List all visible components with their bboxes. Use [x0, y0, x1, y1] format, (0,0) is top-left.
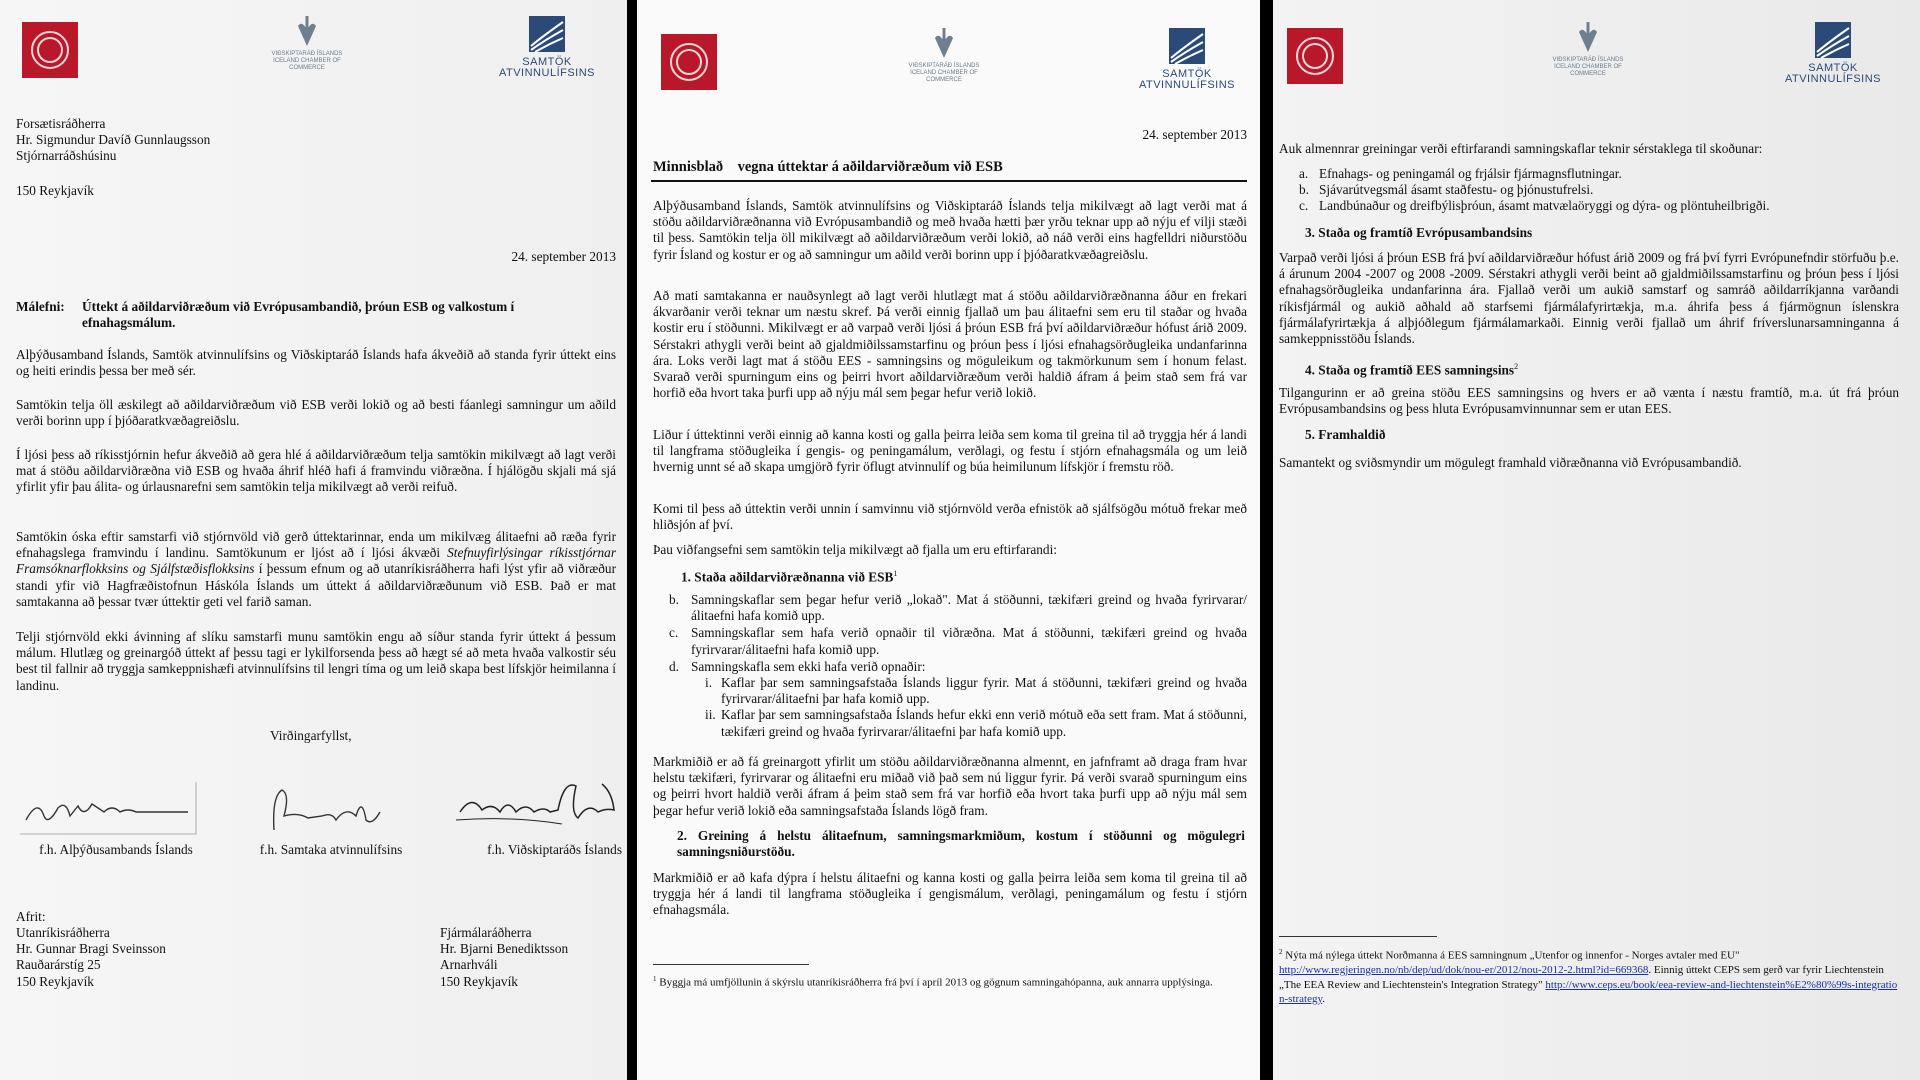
cc-line: 150 Reykjavík [440, 973, 518, 989]
vi-name: VIÐSKIPTARÁÐ ÍSLANDS [1552, 57, 1624, 63]
paragraph: Alþýðusamband Íslands, Samtök atvinnulífsins og Viðskiptaráð Íslands hafa ákveðið að standa fyrir úttekt eins og heiti erindis þessa ber með sér. [16, 347, 616, 379]
paragraph-italic: Stefnuyfirlýsingar ríkisstjórnar Framsóknarflokksins og Sjálfstæðisflokksins [16, 545, 616, 577]
paragraph [16, 529, 616, 610]
sa-name-2: ATVINNULÍFSINS [498, 67, 596, 79]
list-item [669, 592, 1247, 624]
cc-line: Arnarhváli [440, 957, 498, 973]
vi-leaf-icon [1575, 22, 1601, 52]
list-item [669, 707, 1247, 739]
sa-name-2: ATVINNULÍFSINS [1784, 73, 1882, 85]
footnote-link-ceps[interactable]: http://www.ceps.eu/book/eea-review-and-liechtenstein%E2%80%99s-integration-strategy [1279, 978, 1898, 1006]
vi-sub: ICELAND CHAMBER OF COMMERCE [1554, 64, 1622, 77]
vi-name: VIÐSKIPTARÁÐ ÍSLANDS [271, 51, 343, 57]
list-item [669, 659, 1247, 675]
list-marker: a. [1299, 166, 1309, 181]
footnote-ref: 1 [893, 569, 898, 578]
memo-page-2 [1273, 0, 1920, 1080]
letter-page [0, 0, 627, 1080]
list-text: Samningskaflar sem hafa verið opnaðir til viðræðna. Mat á stöðunni, tækifæri greind og hvaða fyrirvarar/álitaefni hafa komið upp. [691, 625, 1247, 657]
signature-3 [452, 772, 622, 842]
list-marker: b. [669, 592, 679, 607]
signatory-label: f.h. Alþýðusambands Íslands [39, 842, 193, 857]
footnote-text: . [1322, 993, 1326, 1006]
vi-leaf-icon [294, 16, 320, 46]
vi-logo [1543, 22, 1633, 78]
memo-title: Minnisblað vegna úttektar á aðildarviðræðum við ESB [653, 159, 1003, 175]
paragraph-text: í þessum efnum og að utanríkisráðherra hafi lýst yfir að viðræður standi yfir við Hagfræðistofnun Háskóla Íslands um úttekt á aðildarviðræðunum við ESB. Það er mat samtakanna að þessar tvær úttektir geti vel farið saman. [16, 561, 616, 609]
vi-name: VIÐSKIPTARÁÐ ÍSLANDS [908, 63, 980, 69]
asi-seal-logo [661, 34, 717, 90]
list-item [1299, 166, 1899, 182]
list-text: Efnahags- og peningamál og frjálsir fjármagnsflutningar. [1319, 166, 1622, 181]
list-item [1299, 198, 1899, 214]
list-marker: d. [669, 658, 679, 674]
memo-date: 24. september 2013 [1142, 127, 1247, 142]
heading-text: 4. Staða og framtíð EES samningsins [1305, 362, 1515, 378]
paragraph: Varpað verði ljósi á þróun ESB frá því aðildarviðræður hófust árið 2009 og frá því fyrri Evrópunefndir störfuðu þ.e. á árunum 2004 -2007 og 2008 -2009. Sérstakri athygli verði beint að gjaldmiðilssamstarfinu og þróun þess í ljósi efnahagsörðugleika undanfarinna ára. Fjallað verði um aukið samstarf og samráð aðildarríkjanna varðandi ríkisfjármál og aukið aðhald að starfsemi fjármálafyrirtækja, m.a. áhrifa þess á fjármögnun íslenskra fjármálafyrirtækja á alþjóðlegum fjármálamarkaði. Einnig verði fjallað um áhrif fríverslunarsamninganna á samkeppnisstöðu Íslands. [1279, 250, 1899, 347]
addressee [16, 116, 316, 165]
paragraph: Telji stjórnvöld ekki ávinning af slíku samstarfi munu samtökin engu að síður standa fyrir úttekt á þessum málum. Hlutlæg og greinargóð úttekt af þessu tagi er lykilforsenda þess að hægt sé að meta hvaða valkostir séu best til fallnir að tryggja samkeppnishæfi atvinnulífsins til lengri tíma og um leið skapa best lífskjör heimilanna í landinu. [16, 629, 616, 693]
cc-right [440, 925, 620, 990]
cc-line: Rauðarárstíg 25 [16, 957, 101, 973]
list-item [1299, 182, 1899, 198]
sa-logo [497, 16, 597, 79]
paragraph: Samtökin telja öll æskilegt að aðildarviðræðum við ESB verði lokið og að besti fáanlegi samningur um aðild verði borinn upp í þjóðaratkvæðagreiðslu. [16, 397, 616, 429]
sa-name-1: SAMTÖK [522, 56, 572, 68]
city: 150 Reykjavík [16, 183, 94, 198]
footnote-rule [653, 964, 809, 965]
memo-page [637, 0, 1260, 1080]
paragraph: Komi til þess að úttektin verði unnin í samvinnu við stjórnvöld verða efnistök að sjálfsögðu mótuð frekar með hliðsjón af því. [653, 501, 1247, 533]
paragraph-text: Samtökin óska eftir samstarfi við stjórnvöld við gerð úttektarinnar, enda um mikilvæg álitaefni að ræða fyrir efnahagslega framvindu í landinu. Samtökunum er ljóst að í ljósi ákvæði [16, 529, 616, 561]
subject: Úttekt á aðildarviðræðum við Evrópusambandið, þróun ESB og valkostum í efnahagsmálum. [82, 299, 515, 331]
list-marker: ii. [705, 707, 716, 723]
list-text: Landbúnaður og dreifbýlisþróun, ásamt matvælaöryggi og dýra- og plöntuheilbrigði. [1319, 198, 1770, 214]
sa-wave-icon [1815, 22, 1851, 58]
paragraph: Tilgangurinn er að greina stöðu EES samningsins og hvers er að vænta í næstu framtíð, m.a. út frá þróun Evrópusambandsins og þess hluta Evrópusamvinnunnar sem er utan EES. [1279, 385, 1899, 417]
addressee-line: Hr. Sigmundur Davíð Gunnlaugsson [16, 132, 211, 148]
cc-left [16, 925, 236, 990]
asi-seal-logo [1287, 28, 1343, 84]
subject-label: Málefni: [16, 299, 65, 314]
footnote-link-nou[interactable]: http://www.regjeringen.no/nb/dep/ud/dok/nou-er/2012/nou-2012-2.html?id=669368 [1279, 964, 1649, 977]
paragraph: Samantekt og sviðsmyndir um mögulegt framhald viðræðnanna við Evrópusambandið. [1279, 455, 1742, 470]
list-text: Samningskafla sem ekki hafa verið opnaðir: [691, 658, 926, 674]
vi-sub: ICELAND CHAMBER OF COMMERCE [273, 58, 341, 71]
list-text: Samningskaflar sem þegar hefur verið „lokað". Mat á stöðunni, tækifæri greind og hvaða fyrirvarar/álitaefni hafa komið upp. [691, 592, 1247, 624]
section-heading-3: 3. Staða og framtíð Evrópusambandsins [1305, 225, 1533, 240]
section-heading-4 [1305, 359, 1518, 379]
chapter-list [669, 592, 1247, 740]
footnote-ref: 2 [1514, 362, 1519, 371]
sa-logo [1137, 28, 1237, 91]
section-heading-1 [681, 566, 897, 586]
cc-line: Hr. Bjarni Benediktsson [440, 941, 569, 957]
sa-name-1: SAMTÖK [1162, 68, 1212, 80]
vi-leaf-icon [931, 28, 957, 58]
signature-1 [18, 778, 198, 838]
sa-name-1: SAMTÖK [1808, 62, 1858, 74]
addressee-line: Forsætisráðherra [16, 116, 106, 131]
paragraph: Alþýðusamband Íslands, Samtök atvinnulífsins og Viðskiptaráð Íslands telja mikilvægt að lagt verði mat á stöðu aðildarviðræðnanna við Evrópusambandið og með hvaða hætti þær yrðu teknar upp að nýju ef vilji stæði til þess. Samtökin telja öll mikilvægt að aðildarviðræðum verði lokið, að náð verði eins hagfelldri niðurstöðu fyrir Ísland og kostur er og að samningur um aðild verði borinn upp í þjóðaratkvæðagreiðslu. [653, 198, 1247, 262]
paragraph: Markmiðið er að kafa dýpra í helstu álitaefni og kanna kosti og galla þeirra leiða sem koma til greina til að tryggja hér á landi til langframa stöðugleika í gengismálum, verðlagi, peningamálum og festu í stjórn efnahagsmála. [653, 870, 1247, 918]
closing: Virðingarfyllst, [270, 728, 352, 743]
paragraph: Markmiðið er að fá greinargott yfirlit um stöðu aðildarviðræðnanna almennt, en jafnframt að draga fram hvar helstu tækifæri, fyrirvarar og álitaefni eru miðað við það sem nú liggur fyrir. Þá verði svarað spurningum eins og þeirri hvort haldið verði áfram á þeim stað sem frá var horfið eða hvort taka þurfi upp að nýju mál sem þegar hefur verið lokið eða samningsafstaða Íslands lögð fram. [653, 754, 1247, 818]
sa-logo [1783, 22, 1883, 85]
signatory-label: f.h. Samtaka atvinnulífsins [259, 842, 403, 857]
vi-logo [262, 16, 352, 72]
footnote-text: . Einnig úttekt CEPS sem gerð var fyrir Liechtenstein „The EEA Review and Liechtenstein's Integration Strategy" [1279, 964, 1884, 991]
cc-line: Fjármálaráðherra [440, 925, 532, 940]
list-marker: i. [705, 675, 713, 691]
list-marker: c. [1299, 198, 1309, 214]
list-marker: c. [669, 625, 679, 641]
signature-2 [262, 776, 402, 840]
paragraph: Þau viðfangsefni sem samtökin telja mikilvægt að fjalla um eru eftirfarandi: [653, 542, 1057, 557]
list-text: Kaflar þar sem samningsafstaða Íslands hefur ekki enn verið mótuð eða sett fram. Mat á stöðunni, tækifæri greind og hvaða fyrirvarar/álitaefni þar hafa komið upp. [721, 707, 1247, 739]
title-rule [651, 180, 1247, 182]
addressee-line: Stjórnarráðshúsinu [16, 148, 117, 164]
list-item [669, 675, 1247, 707]
footnote-rule [1279, 936, 1437, 937]
footnote-text: Byggja má umfjöllunin á skýrslu utanríkisráðherra frá því í apríl 2013 og gögnum samningahópanna, auk annarra upplýsinga. [659, 976, 1213, 989]
footnote-text: Nýta má nýlega úttekt Norðmanna á EES samningnum „Utenfor og innenfor - Norges avtaler med EU" [1282, 949, 1740, 962]
list-marker: b. [1299, 182, 1309, 198]
list-text: Kaflar þar sem samningsafstaða Íslands liggur fyrir. Mat á stöðunni, tækifæri greind og hvaða fyrirvarar/álitaefni þar hafa komið upp. [721, 675, 1247, 707]
sa-wave-icon [529, 16, 565, 52]
footnote-number: 1 [653, 975, 657, 983]
signatory-label: f.h. Viðskiptaráðs Íslands [487, 842, 622, 857]
vi-sub: ICELAND CHAMBER OF COMMERCE [910, 70, 978, 83]
footnote-number: 2 [1279, 948, 1283, 956]
paragraph: Auk almennrar greiningar verði eftirfarandi samningskaflar teknir sérstaklega til skoðunar: [1279, 141, 1763, 156]
list-item [669, 625, 1247, 657]
letter-date: 24. september 2013 [511, 249, 616, 264]
chapter-list [1299, 166, 1899, 215]
list-text: Sjávarútvegsmál ásamt staðfestu- og þjónustufrelsi. [1319, 182, 1594, 198]
cc-line: Utanríkisráðherra [16, 925, 110, 940]
sa-name-2: ATVINNULÍFSINS [1138, 79, 1236, 91]
cc-line: 150 Reykjavík [16, 973, 94, 989]
footnote [1279, 945, 1899, 1007]
sa-wave-icon [1169, 28, 1205, 64]
cc-line: Hr. Gunnar Bragi Sveinsson [16, 941, 166, 957]
heading-text: 1. Staða aðildarviðræðnanna við ESB [681, 569, 894, 585]
section-heading-5: 5. Framhaldið [1305, 427, 1386, 442]
footnote [653, 972, 1243, 990]
vi-logo [899, 28, 989, 84]
section-heading-2: 2. Greining á helstu álitaefnum, samningsmarkmiðum, kostum í stöðunni og mögulegri samningsniðurstöðu. [677, 828, 1245, 860]
paragraph: Að mati samtakanna er nauðsynlegt að lagt verði hlutlægt mat á stöðu aðildarviðræðnanna áður en frekari ákvarðanir verði teknar um næstu skref. Þá verði einnig fjallað um þau álitaefni sem eru til staðar og hvaða kostir eru í stöðunni. Mikilvægt er að varpað verði ljósi á þróun ESB frá því aðildarviðræður hófust árið 2009. Sérstakri athygli verði beint að gjaldmiðilssamstarfinu og þróun þess í ljósi efnahagsörðugleika undanfarinna ára. Loks verði lagt mat á stöðu EES - samningsins og möguleikum og takmörkunum sem í honum felast. Svarað verði spurningum eins og þeirri hvort aðildarviðræðum verði haldið áfram á þeim stað sem frá var horfið eða hvort taka þurfi upp að nýju mál sem þegar hefur verið lokið. [653, 288, 1247, 401]
asi-seal-logo [22, 22, 78, 78]
paragraph: Í ljósi þess að ríkisstjórnin hefur ákveðið að gera hlé á aðildarviðræðum telja samtökin mikilvægt að lagt verði mat á stöðu aðildarviðræðna við ESB og hvaða áhrif hléð hafi á framvindu viðræðna. Í hjálögðu skjali má sjá yfirlit yfir þau álita- og úrlausnarefni sem samtökin telja mikilvægt að verði reifuð. [16, 447, 616, 495]
cc-label: Afrit: [16, 909, 46, 924]
paragraph: Liður í úttektinni verði einnig að kanna kosti og galla þeirra leiða sem koma til greina til að tryggja hér á landi til langframa stöðugleika í gengis- og peningamálum, verðlagi, og festu í stjórn efnahagsmála og um leið hvernig unnt sé að skapa umgjörð fyrir öflugt atvinnulíf og búa heimilunum lífskjör í fremstu röð. [653, 427, 1247, 475]
